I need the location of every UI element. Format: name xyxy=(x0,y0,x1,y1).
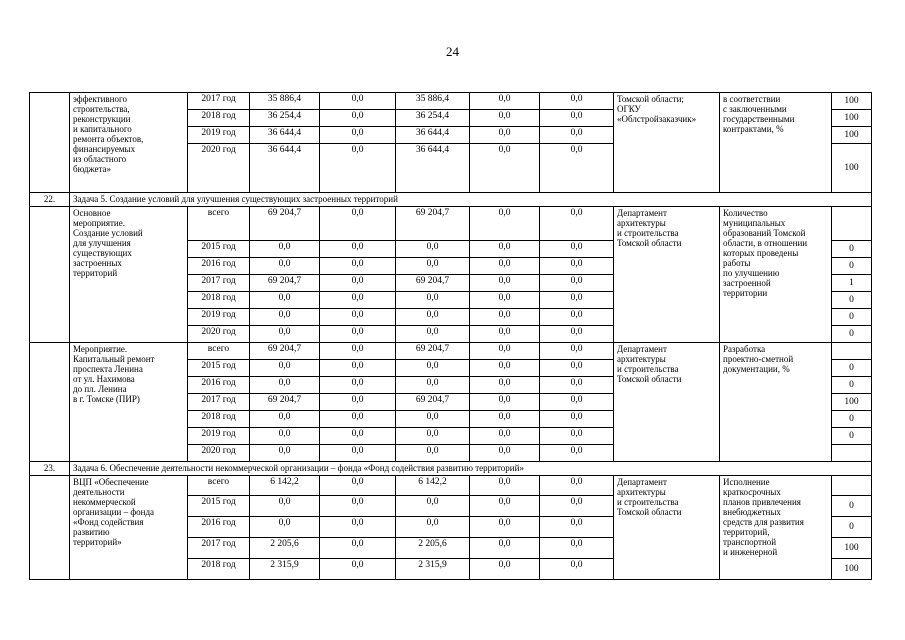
regional-cell: 36 644,4 xyxy=(396,144,470,193)
regional-cell: 69 204,7 xyxy=(396,394,470,411)
federal-cell: 0,0 xyxy=(320,411,396,428)
other-cell: 0,0 xyxy=(540,326,614,343)
regional-cell: 69 204,7 xyxy=(396,207,470,241)
year-cell: 2017 год xyxy=(188,538,250,559)
regional-cell: 0,0 xyxy=(396,241,470,258)
year-cell: 2018 год xyxy=(188,110,250,127)
row-number-cell xyxy=(30,207,70,343)
indicator-cell: в соответствии с заключенными государственными контрактами, % xyxy=(720,93,832,193)
task-number: 22. xyxy=(30,193,70,207)
indicator-cell: Количество муниципальных образований Томской области, в отношении которых проведены работы по улучшению застроенной территории xyxy=(720,207,832,343)
table-row xyxy=(30,207,872,241)
local-cell: 0,0 xyxy=(470,258,540,275)
total-cell: 6 142,2 xyxy=(250,476,320,496)
total-cell: 2 315,9 xyxy=(250,559,320,580)
year-cell: 2018 год xyxy=(188,292,250,309)
year-cell: 2020 год xyxy=(188,445,250,462)
total-cell: 0,0 xyxy=(250,517,320,538)
total-cell: 36 254,4 xyxy=(250,110,320,127)
activity-name-cell: ВЦП «Обеспечение деятельности некоммерческой организации – фонда «Фонд содействия развитию территорий» xyxy=(70,476,188,580)
other-cell: 0,0 xyxy=(540,241,614,258)
indicator-value-cell xyxy=(832,476,872,496)
local-cell: 0,0 xyxy=(470,326,540,343)
regional-cell: 69 204,7 xyxy=(396,275,470,292)
indicator-value-cell: 0 xyxy=(832,241,872,258)
executor-cell: Департамент архитектуры и строительства Томской области xyxy=(614,207,720,343)
federal-cell: 0,0 xyxy=(320,496,396,517)
indicator-value-cell: 100 xyxy=(832,394,872,411)
regional-cell: 0,0 xyxy=(396,292,470,309)
indicator-value-cell xyxy=(832,445,872,462)
federal-cell: 0,0 xyxy=(320,517,396,538)
year-cell: 2015 год xyxy=(188,241,250,258)
year-cell: 2017 год xyxy=(188,394,250,411)
total-cell: 0,0 xyxy=(250,241,320,258)
year-cell: 2018 год xyxy=(188,411,250,428)
regional-cell: 0,0 xyxy=(396,496,470,517)
regional-cell: 2 205,6 xyxy=(396,538,470,559)
regional-cell: 0,0 xyxy=(396,360,470,377)
federal-cell: 0,0 xyxy=(320,326,396,343)
regional-cell: 69 204,7 xyxy=(396,343,470,360)
indicator-value-cell xyxy=(832,207,872,241)
local-cell: 0,0 xyxy=(470,559,540,580)
local-cell: 0,0 xyxy=(470,144,540,193)
task-number: 23. xyxy=(30,462,70,476)
row-number-cell xyxy=(30,93,70,193)
other-cell: 0,0 xyxy=(540,144,614,193)
total-cell: 0,0 xyxy=(250,360,320,377)
federal-cell: 0,0 xyxy=(320,275,396,292)
task-header-row xyxy=(30,462,872,476)
other-cell: 0,0 xyxy=(540,517,614,538)
indicator-cell: Исполнение краткосрочных планов привлечения внебюджетных средств для развития территорий, транспортной и инженерной xyxy=(720,476,832,580)
total-cell: 0,0 xyxy=(250,428,320,445)
other-cell: 0,0 xyxy=(540,377,614,394)
other-cell: 0,0 xyxy=(540,93,614,110)
local-cell: 0,0 xyxy=(470,360,540,377)
federal-cell: 0,0 xyxy=(320,127,396,144)
table-row xyxy=(30,93,872,110)
indicator-value-cell: 100 xyxy=(832,144,872,193)
indicator-value-cell: 0 xyxy=(832,377,872,394)
indicator-value-cell: 100 xyxy=(832,538,872,559)
year-cell: 2017 год xyxy=(188,93,250,110)
year-cell: всего xyxy=(188,476,250,496)
total-cell: 36 644,4 xyxy=(250,127,320,144)
year-cell: всего xyxy=(188,207,250,241)
federal-cell: 0,0 xyxy=(320,394,396,411)
indicator-value-cell: 1 xyxy=(832,275,872,292)
federal-cell: 0,0 xyxy=(320,110,396,127)
federal-cell: 0,0 xyxy=(320,292,396,309)
indicator-value-cell: 100 xyxy=(832,559,872,580)
regional-cell: 0,0 xyxy=(396,309,470,326)
other-cell: 0,0 xyxy=(540,496,614,517)
local-cell: 0,0 xyxy=(470,127,540,144)
activity-name-cell: эффективного строительства, реконструкции и капитального ремонта объектов, финансируемых из областного бюджета» xyxy=(70,93,188,193)
page-number: 24 xyxy=(446,44,459,59)
program-table-frame xyxy=(29,92,871,584)
year-cell: всего xyxy=(188,343,250,360)
regional-cell: 0,0 xyxy=(396,258,470,275)
regional-cell: 0,0 xyxy=(396,411,470,428)
total-cell: 0,0 xyxy=(250,326,320,343)
local-cell: 0,0 xyxy=(470,343,540,360)
federal-cell: 0,0 xyxy=(320,207,396,241)
regional-cell: 0,0 xyxy=(396,445,470,462)
year-cell: 2016 год xyxy=(188,517,250,538)
table-body xyxy=(30,93,872,580)
total-cell: 0,0 xyxy=(250,496,320,517)
total-cell: 36 644,4 xyxy=(250,144,320,193)
total-cell: 69 204,7 xyxy=(250,275,320,292)
year-cell: 2018 год xyxy=(188,559,250,580)
federal-cell: 0,0 xyxy=(320,241,396,258)
executor-cell: Департамент архитектуры и строительства Томской области xyxy=(614,343,720,462)
other-cell: 0,0 xyxy=(540,343,614,360)
table-row xyxy=(30,476,872,496)
total-cell: 0,0 xyxy=(250,258,320,275)
year-cell: 2020 год xyxy=(188,144,250,193)
local-cell: 0,0 xyxy=(470,93,540,110)
federal-cell: 0,0 xyxy=(320,476,396,496)
total-cell: 69 204,7 xyxy=(250,343,320,360)
indicator-value-cell: 100 xyxy=(832,93,872,110)
other-cell: 0,0 xyxy=(540,275,614,292)
total-cell: 0,0 xyxy=(250,377,320,394)
other-cell: 0,0 xyxy=(540,394,614,411)
federal-cell: 0,0 xyxy=(320,360,396,377)
other-cell: 0,0 xyxy=(540,292,614,309)
local-cell: 0,0 xyxy=(470,394,540,411)
indicator-value-cell: 0 xyxy=(832,517,872,538)
local-cell: 0,0 xyxy=(470,292,540,309)
year-cell: 2015 год xyxy=(188,360,250,377)
indicator-value-cell: 100 xyxy=(832,127,872,144)
indicator-value-cell: 0 xyxy=(832,411,872,428)
program-table xyxy=(29,92,872,580)
local-cell: 0,0 xyxy=(470,110,540,127)
local-cell: 0,0 xyxy=(470,476,540,496)
task-header-row xyxy=(30,193,872,207)
year-cell: 2019 год xyxy=(188,127,250,144)
total-cell: 0,0 xyxy=(250,309,320,326)
executor-cell: Департамент архитектуры и строительства Томской области xyxy=(614,476,720,580)
other-cell: 0,0 xyxy=(540,258,614,275)
other-cell: 0,0 xyxy=(540,428,614,445)
local-cell: 0,0 xyxy=(470,309,540,326)
federal-cell: 0,0 xyxy=(320,377,396,394)
total-cell: 69 204,7 xyxy=(250,394,320,411)
total-cell: 69 204,7 xyxy=(250,207,320,241)
federal-cell: 0,0 xyxy=(320,559,396,580)
other-cell: 0,0 xyxy=(540,309,614,326)
local-cell: 0,0 xyxy=(470,275,540,292)
other-cell: 0,0 xyxy=(540,127,614,144)
federal-cell: 0,0 xyxy=(320,428,396,445)
total-cell: 0,0 xyxy=(250,292,320,309)
federal-cell: 0,0 xyxy=(320,538,396,559)
federal-cell: 0,0 xyxy=(320,258,396,275)
task-title: Задача 5. Создание условий для улучшения существующих застроенных территорий xyxy=(70,193,872,207)
local-cell: 0,0 xyxy=(470,377,540,394)
local-cell: 0,0 xyxy=(470,496,540,517)
year-cell: 2016 год xyxy=(188,377,250,394)
federal-cell: 0,0 xyxy=(320,445,396,462)
year-cell: 2019 год xyxy=(188,428,250,445)
other-cell: 0,0 xyxy=(540,559,614,580)
local-cell: 0,0 xyxy=(470,241,540,258)
federal-cell: 0,0 xyxy=(320,309,396,326)
other-cell: 0,0 xyxy=(540,476,614,496)
executor-cell: Томской области; ОГКУ «Облстройзаказчик» xyxy=(614,93,720,193)
indicator-cell: Разработка проектно-сметной документации, % xyxy=(720,343,832,462)
federal-cell: 0,0 xyxy=(320,343,396,360)
regional-cell: 36 254,4 xyxy=(396,110,470,127)
indicator-value-cell: 100 xyxy=(832,110,872,127)
federal-cell: 0,0 xyxy=(320,144,396,193)
local-cell: 0,0 xyxy=(470,428,540,445)
row-number-cell xyxy=(30,343,70,462)
total-cell: 0,0 xyxy=(250,445,320,462)
other-cell: 0,0 xyxy=(540,360,614,377)
local-cell: 0,0 xyxy=(470,207,540,241)
activity-name-cell: Основное мероприятие. Создание условий для улучшения существующих застроенных территорий xyxy=(70,207,188,343)
regional-cell: 6 142,2 xyxy=(396,476,470,496)
indicator-value-cell: 0 xyxy=(832,360,872,377)
local-cell: 0,0 xyxy=(470,445,540,462)
year-cell: 2015 год xyxy=(188,496,250,517)
indicator-value-cell: 0 xyxy=(832,428,872,445)
federal-cell: 0,0 xyxy=(320,93,396,110)
other-cell: 0,0 xyxy=(540,538,614,559)
other-cell: 0,0 xyxy=(540,110,614,127)
activity-name-cell: Мероприятие. Капитальный ремонт проспекта Ленина от ул. Нахимова до пл. Ленина в г. Томске (ПИР) xyxy=(70,343,188,462)
regional-cell: 0,0 xyxy=(396,517,470,538)
regional-cell: 36 644,4 xyxy=(396,127,470,144)
table-row xyxy=(30,343,872,360)
local-cell: 0,0 xyxy=(470,411,540,428)
other-cell: 0,0 xyxy=(540,411,614,428)
indicator-value-cell: 0 xyxy=(832,309,872,326)
year-cell: 2019 год xyxy=(188,309,250,326)
row-number-cell xyxy=(30,476,70,580)
other-cell: 0,0 xyxy=(540,445,614,462)
regional-cell: 2 315,9 xyxy=(396,559,470,580)
other-cell: 0,0 xyxy=(540,207,614,241)
year-cell: 2017 год xyxy=(188,275,250,292)
regional-cell: 35 886,4 xyxy=(396,93,470,110)
indicator-value-cell: 0 xyxy=(832,258,872,275)
total-cell: 0,0 xyxy=(250,411,320,428)
total-cell: 2 205,6 xyxy=(250,538,320,559)
indicator-value-cell: 0 xyxy=(832,496,872,517)
total-cell: 35 886,4 xyxy=(250,93,320,110)
local-cell: 0,0 xyxy=(470,517,540,538)
indicator-value-cell: 0 xyxy=(832,326,872,343)
regional-cell: 0,0 xyxy=(396,326,470,343)
indicator-value-cell: 0 xyxy=(832,292,872,309)
task-title: Задача 6. Обеспечение деятельности некоммерческой организации – фонда «Фонд содействия развитию территорий» xyxy=(70,462,872,476)
year-cell: 2020 год xyxy=(188,326,250,343)
indicator-value-cell xyxy=(832,343,872,360)
regional-cell: 0,0 xyxy=(396,377,470,394)
local-cell: 0,0 xyxy=(470,538,540,559)
year-cell: 2016 год xyxy=(188,258,250,275)
regional-cell: 0,0 xyxy=(396,428,470,445)
